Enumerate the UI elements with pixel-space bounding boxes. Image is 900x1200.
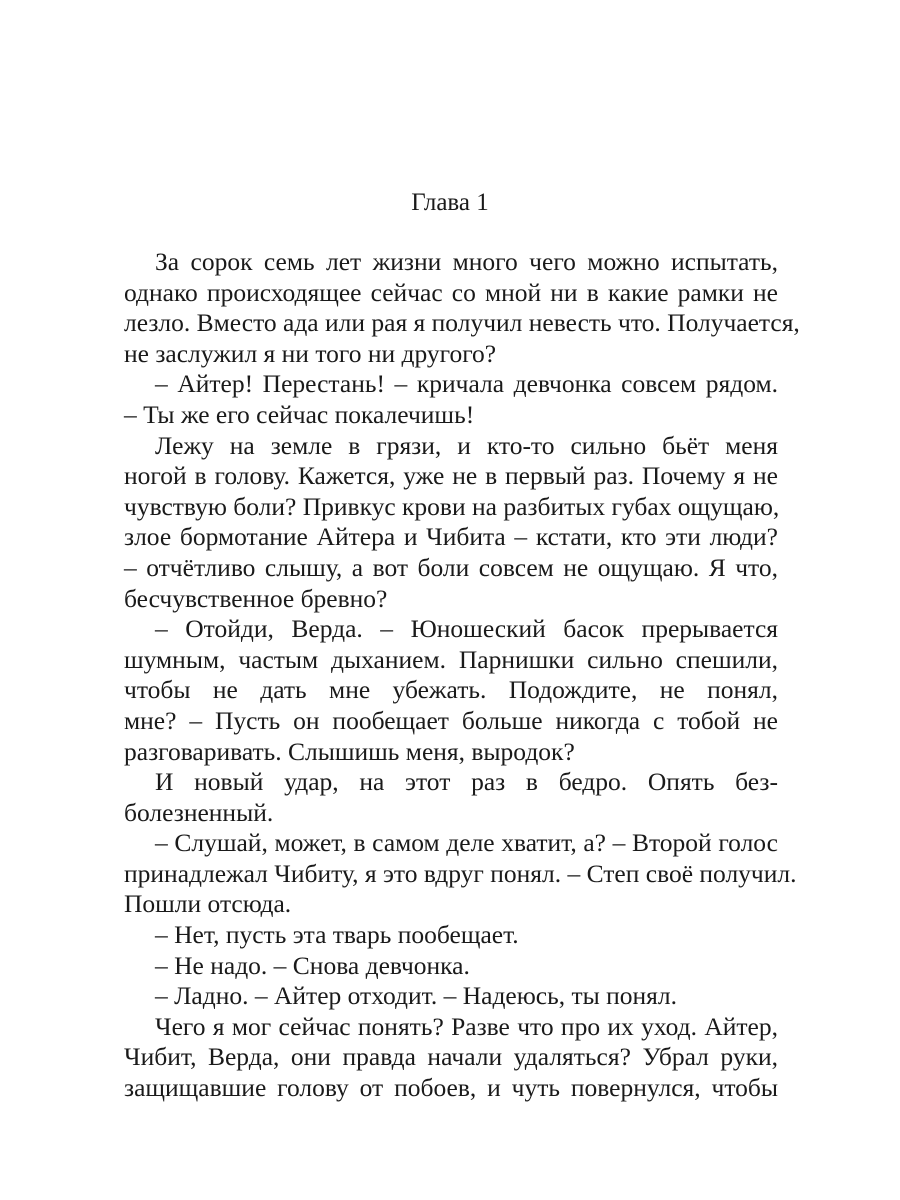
text-line: – отчётливо слышу, а вот боли совсем не ощущаю. Я что, [124, 552, 778, 582]
text-line: ногой в голову. Кажется, уже не в первый раз. Почему я не [124, 461, 778, 491]
text-line: не заслужил я ни того ни другого? [124, 338, 497, 368]
text-line: однако происходящее сейчас со мной ни в какие рамки не [124, 277, 778, 307]
text-line: принадлежал Чибиту, я это вдруг понял. – Степ своё получил. [124, 858, 797, 888]
chapter-title: Глава 1 [411, 189, 489, 216]
text-line: мне? – Пусть он пообещает больше никогда с тобой не [124, 705, 778, 735]
text-line: злое бормотание Айтера и Чибита – кстати, кто эти люди? [124, 522, 778, 552]
text-line: – Не надо. – Снова девчонка. [155, 950, 470, 980]
text-line: Чибит, Верда, они правда начали удаляться? Убрал руки, [124, 1042, 778, 1072]
text-line: – Айтер! Перестань! – кричала девчонка совсем рядом. [155, 369, 778, 399]
text-line: лезло. Вместо ада или рая я получил невесть что. Получается, [124, 308, 800, 338]
text-line: За сорок семь лет жизни много чего можно испытать, [155, 247, 778, 276]
text-line: И новый удар, на этот раз в бедро. Опять без- [155, 767, 778, 797]
text-line: болезненный. [124, 797, 274, 827]
text-line: бесчувственное бревно? [124, 583, 388, 613]
text-line: – Ты же его сейчас покалечишь! [124, 399, 475, 429]
text-line: Пошли отсюда. [124, 889, 292, 919]
text-line: – Отойди, Верда. – Юношеский басок прерывается [155, 614, 778, 644]
body-text [124, 247, 800, 1104]
text-line: – Нет, пусть эта тварь пообещает. [155, 920, 519, 950]
text-line: шумным, частым дыханием. Парнишки сильно спешили, [124, 644, 778, 674]
text-line: чувствую боли? Привкус крови на разбитых губах ощущаю, [124, 491, 780, 521]
text-line: защищавшие голову от побоев, и чуть повернулся, чтобы [124, 1073, 778, 1103]
text-line: разговаривать. Слышишь меня, выродок? [124, 736, 575, 766]
text-line: Чего я мог сейчас понять? Разве что про их уход. Айтер, [155, 1011, 778, 1041]
text-line: чтобы не дать мне убежать. Подождите, не понял, [124, 675, 778, 705]
text-line: – Ладно. – Айтер отходит. – Надеюсь, ты понял. [155, 981, 678, 1011]
text-line: – Слушай, может, в самом деле хватит, а? – Второй голос [155, 828, 778, 858]
text-line: Лежу на земле в грязи, и кто-то сильно бьёт меня [155, 430, 778, 460]
